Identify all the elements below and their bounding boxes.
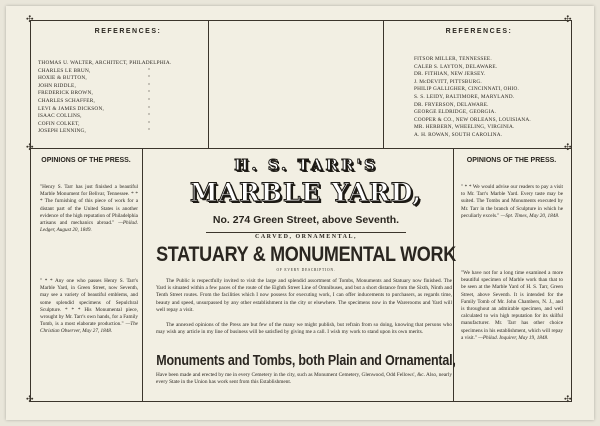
quote-source: —Philad. Inquirer, May 19, 1848. <box>478 334 549 341</box>
list-item: GEORGE ELDRIDGE, GEORGIA. <box>414 109 497 116</box>
corner-ornament: ✣ <box>564 143 572 153</box>
list-item: COFIN COLKET, <box>38 120 80 127</box>
press-quote <box>40 184 138 234</box>
list-item: HOXIE & BUTTON, <box>38 75 87 82</box>
corner-ornament: ✣ <box>26 395 34 405</box>
references-heading-right: REFERENCES: <box>445 28 513 35</box>
corner-ornament: ✣ <box>26 15 34 25</box>
press-quote <box>40 278 138 336</box>
list-item: MR. HERBERN, WHEELING, VIRGINIA. <box>414 124 515 131</box>
monuments-heading: Monuments and Tombs, both Plain and Ornamental, <box>156 352 456 369</box>
references-list-right <box>414 56 531 140</box>
ditto-marks <box>148 68 150 136</box>
body-paragraph: The Public is respectfully invited to visit the large and splendid assortment of Tombs, Monuments and Statuary now finished. The Yard is situated within a few paces of the route of the Eighth Street Line of Omnibuses, and but a short distance from the Sixth, Ninth and Tenth Street routes. From the facilities which I now possess for executing work, I can offer inducements to purchasers, as regards time, beauty and speed, unsurpassed by any other establishment in the city or elsewhere. The specimens now in the Warerooms and Yard will well repay a visit. <box>156 278 452 313</box>
list-item: CHARLES SCHAFFER, <box>38 97 95 104</box>
list-item: A. H. ROWAN, SOUTH CAROLINA. <box>414 131 503 138</box>
press-quote <box>461 184 563 220</box>
ditto-mark: " <box>148 120 151 127</box>
paper-sheet <box>6 6 594 420</box>
quote-text: " * * Any one who passes Henry S. Tarr's Marble Yard, in Green Street, now Seventh, may see a variety of beautiful emblems, and some splendid specimens of Sepulchral Sculpture. * * * His Monumental piece, wrought by Mr. Tarr's own hands, for a Family Tomb, is a most elaborate production." <box>40 278 138 328</box>
ditto-mark: " <box>148 113 151 120</box>
yard-title: MARBLE YARD, <box>189 178 423 207</box>
opinions-heading-left: OPINIONS OF THE PRESS. <box>41 157 131 164</box>
press-quote <box>461 270 563 342</box>
ditto-mark: " <box>148 128 151 135</box>
ditto-mark: " <box>148 105 151 112</box>
list-item: FREDERICK BROWN, <box>38 90 93 97</box>
quote-text: " * * We would advise our readers to pay a visit to Mr. Tarr's Marble Yard. Every taste may be suited. The Tombs and Monuments executed by Mr. Tarr in the branch of Sculpture in which he peculiarly excels." <box>461 184 563 219</box>
statuary-heading: STATUARY & MONUMENTAL WORK <box>156 242 456 266</box>
list-item: DR. FRYERSON, DELAWARE. <box>414 101 489 108</box>
list-item: ISAAC COLLINS, <box>38 113 82 120</box>
quote-text: "Henry S. Tarr has just finished a beautiful Marble Monument for Belivar, Tennessee. * * * The furnishing of this piece of work for a distant part of the United States is another evidence of the high reputation of Philadelphia artisans and mechanics abroad." <box>40 184 138 227</box>
column-divider <box>383 20 384 148</box>
references-heading-left: REFERENCES: <box>94 28 162 35</box>
ditto-mark: " <box>148 97 151 104</box>
list-item: J. McDEVITT, PITTSBURG. <box>414 78 482 85</box>
body-paragraph: The annexed opinions of the Press are but few of the many we might publish, but refrain from so doing, knowing that persons who may wish any article in my line of business will be satisfied by giving me a call. I wish my work to stand upon its own merits. <box>156 322 452 336</box>
list-item: THOMAS U. WALTER, ARCHITECT, PHILADELPHIA. <box>38 60 172 66</box>
carved-subtitle: CARVED, ORNAMENTAL, <box>254 234 357 240</box>
quote-source: —Philad. Ledger, August 20, 1849. <box>40 220 138 234</box>
quote-source: —The Christian Observer, May 27, 1848. <box>40 321 138 335</box>
list-item: LEVI & JAMES DICKSON, <box>38 105 104 112</box>
list-item: DR. FITHIAN, NEW JERSEY. <box>414 71 486 78</box>
ditto-mark: " <box>148 90 151 97</box>
ditto-mark: " <box>148 82 151 89</box>
opinions-heading-right: OPINIONS OF THE PRESS. <box>466 157 557 164</box>
list-item: JOHN RIDDLE, <box>38 82 77 89</box>
list-item: JOSEPH LENNING, <box>38 128 87 135</box>
rule <box>206 232 406 233</box>
list-item: COOPER & CO., NEW ORLEANS, LOUISIANA. <box>414 116 531 123</box>
body-paragraph: Have been made and erected by me in every Cemetery in the city, such as Monument Cemetery, Glenwood, Odd Fellows', &c. Also, nearly every State in the Union has work sent from this Establishment. <box>156 372 452 386</box>
ditto-mark: " <box>148 67 151 74</box>
list-item: FITSOR MILLER, TENNESSEE. <box>414 56 492 62</box>
quote-text: "We have not for a long time examined a more beautiful specimen of Marble work than that to be seen at the Marble Yard of H. S. Tarr, Green Street, above Seventh. It is intended for the Family Tomb of Mr. John Chambers, N. J., and is throughout an admirable specimen, and well calculated to win high reputation for its skilful manufacturer. Mr. Tarr has other choice specimens in his establishment, which will repay a visit." <box>461 270 563 341</box>
column-divider <box>208 20 209 148</box>
list-item: S. S. LEIDY, BALTIMORE, MARYLAND. <box>414 93 515 100</box>
references-list-left <box>38 60 171 136</box>
corner-ornament: ✣ <box>564 395 572 405</box>
ditto-mark: " <box>148 75 151 82</box>
address-line: No. 274 Green Street, above Seventh. <box>212 214 400 226</box>
section-divider <box>30 148 571 149</box>
list-item: PHILIP GALLIGHER, CINCINNATI, OHIO. <box>414 86 520 93</box>
corner-ornament: ✣ <box>26 143 34 153</box>
quote-source: —Spt. Times, May 20, 1848. <box>500 212 560 219</box>
column-divider <box>142 148 143 401</box>
proprietor-name: H. S. TARR'S <box>234 156 378 174</box>
list-item: CALEB S. LAYTON, DELAWARE. <box>414 63 498 70</box>
corner-ornament: ✣ <box>564 15 572 25</box>
every-description: OF EVERY DESCRIPTION. <box>276 268 336 272</box>
list-item: CHARLES LE BRUN, <box>38 67 91 74</box>
